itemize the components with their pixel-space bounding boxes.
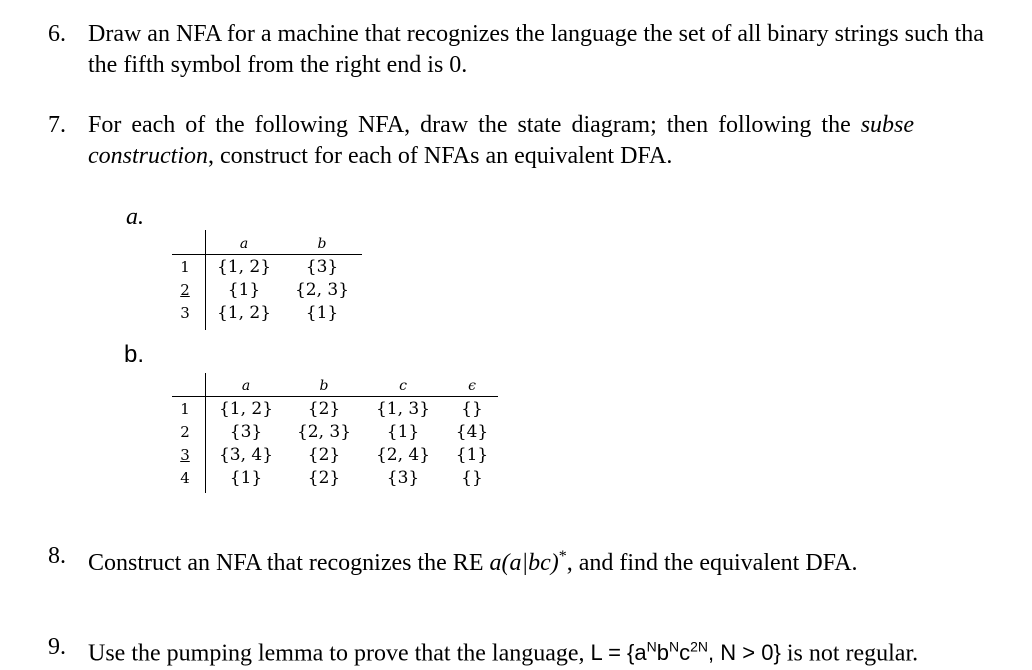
question-8 (0, 541, 1032, 576)
table-b-cell: {3} (229, 422, 263, 442)
table-b-cell: {1, 3} (375, 399, 431, 419)
question-6-line-1: Draw an NFA for a machine that recognizes the language the set of all binary strings such tha (88, 21, 984, 47)
question-6-number: 6. (48, 21, 66, 47)
language-part: c (679, 640, 691, 666)
table-a-cell: {1} (305, 303, 339, 323)
table-a-vertical-rule (205, 230, 206, 330)
question-6-line-2: the fifth symbol from the right end is 0. (88, 52, 468, 78)
table-b-cell: {1} (386, 422, 420, 442)
question-7-line-1-italic: subse (860, 112, 915, 138)
table-a-state-2: 2 (180, 281, 190, 299)
question-6 (0, 19, 1032, 81)
question-7-line-2 (88, 141, 672, 172)
table-b-cell: {1} (229, 468, 263, 488)
question-7-line-2-text: , construct for each of NFAs an equivalent DFA. (208, 143, 673, 169)
question-9-text (88, 632, 918, 669)
table-b-header-c: c (399, 378, 407, 394)
table-b-label: b. (124, 341, 145, 368)
table-b-state-1: 1 (180, 400, 190, 418)
table-a-cell: {1} (227, 280, 261, 300)
exponent: N (646, 639, 657, 655)
table-b-header-a: a (241, 378, 251, 394)
table-b-state-4: 4 (180, 469, 190, 487)
question-7-line-1-text: For each of the following NFA, draw the state diagram; then following the (88, 112, 861, 138)
language-definition (591, 640, 781, 665)
table-b-horizontal-rule (172, 396, 498, 397)
table-b-cell: {1} (455, 445, 489, 465)
table-a-cell: {1, 2} (216, 257, 272, 277)
exponent: N (669, 639, 680, 655)
table-a-header-b: b (317, 236, 327, 252)
question-9-number: 9. (48, 634, 66, 660)
table-b-header-b: b (319, 378, 329, 394)
exponent: 2N (690, 639, 709, 655)
table-a-state-3: 3 (180, 304, 190, 322)
question-8-text-end: , and find the equivalent DFA. (566, 550, 858, 576)
table-b-state-3: 3 (180, 446, 190, 464)
table-a-cell: {1, 2} (216, 303, 272, 323)
language-part: L = {a (590, 640, 647, 666)
kleene-star: * (558, 548, 567, 565)
question-9-text-start: Use the pumping lemma to prove that the language, (88, 640, 591, 667)
question-8-text (88, 541, 858, 579)
language-part: , N > 0} (708, 640, 781, 666)
table-b-cell: {3, 4} (218, 445, 274, 465)
question-8-number: 8. (48, 543, 66, 569)
table-b-header-epsilon: ϵ (468, 378, 476, 394)
question-8-text-start: Construct an NFA that recognizes the RE (88, 550, 490, 576)
table-b-cell: {1, 2} (218, 399, 274, 419)
question-9 (0, 632, 1032, 667)
question-7-line-2-italic: construction (88, 143, 208, 169)
table-b-cell: {4} (455, 422, 489, 442)
table-b-cell: {3} (386, 468, 420, 488)
table-b-cell: {2} (307, 399, 341, 419)
table-b-vertical-rule (205, 373, 206, 493)
table-b-cell: {2} (307, 468, 341, 488)
table-b-cell: {} (461, 399, 483, 419)
table-b-cell: {2} (307, 445, 341, 465)
table-b-cell: {2, 4} (375, 445, 431, 465)
table-b-cell: {} (461, 468, 483, 488)
table-b-cell: {2, 3} (296, 422, 352, 442)
table-a-horizontal-rule (172, 254, 362, 255)
table-b-state-2: 2 (180, 423, 190, 441)
language-part: b (656, 640, 669, 666)
question-9-text-end: is not regular. (780, 640, 919, 667)
question-7-number: 7. (48, 112, 66, 138)
table-a-label: a. (126, 204, 144, 230)
table-a-state-1: 1 (180, 258, 190, 276)
table-a-cell: {2, 3} (294, 280, 350, 300)
regular-expression: a(a|bc) (489, 550, 559, 576)
question-7 (0, 110, 1032, 172)
question-7-line-1 (88, 110, 914, 141)
table-a-header-a: a (239, 236, 249, 252)
table-a-cell: {3} (305, 257, 339, 277)
